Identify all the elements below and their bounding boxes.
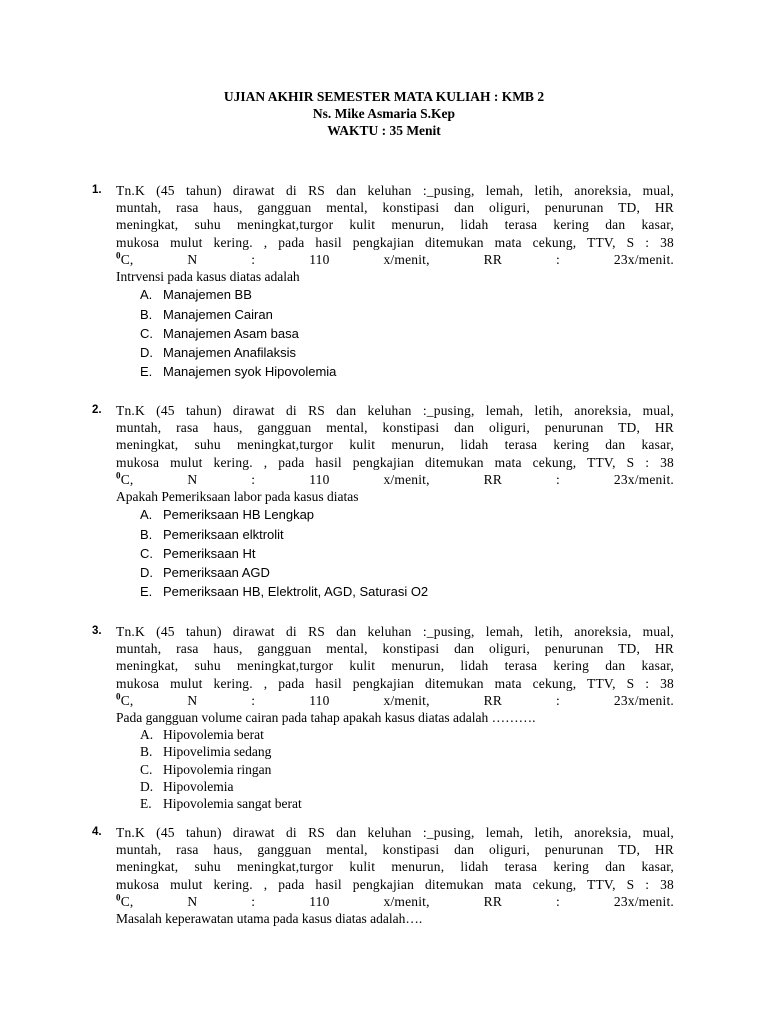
- option-c[interactable]: C. Manajemen Asam basa: [140, 325, 299, 341]
- option-b[interactable]: B. Pemeriksaan elktrolit: [140, 526, 284, 542]
- question-prompt: Masalah keperawatan utama pada kasus diatas adalah….: [116, 911, 423, 927]
- exam-duration: WAKTU : 35 Menit: [327, 123, 441, 138]
- option-c[interactable]: C. Pemeriksaan Ht: [140, 545, 256, 561]
- answer-options: [116, 285, 674, 381]
- option-b[interactable]: B. Hipovelimia sedang: [140, 744, 272, 760]
- case-description: Tn.K (45 tahun) dirawat di RS dan keluhan :_pusing, lemah, letih, anoreksia, mual, muntah, rasa haus, gangguan mental, konstipasi dan oliguri, penurunan TD, HR meningkat, suhu meningkat,turgor kulit menurun, lidah terasa kering dan kasar, mukosa mulut kering. , pada hasil pengkajian ditemukan mata cekung, TTV, S : 38 $^0$C, N : 110 x/menit, RR : 23x/menit.: [116, 825, 674, 909]
- degree-superscript: 0: [116, 470, 121, 481]
- question-number: 1.: [92, 184, 102, 196]
- option-e[interactable]: E. Hipovolemia sangat berat: [140, 796, 302, 812]
- option-a[interactable]: A. Pemeriksaan HB Lengkap: [140, 507, 315, 523]
- degree-superscript: 0: [116, 250, 121, 261]
- option-c[interactable]: C. Hipovolemia ringan: [140, 761, 272, 777]
- question-number: 3.: [92, 625, 102, 637]
- answer-options: [116, 505, 674, 601]
- option-a[interactable]: A. Manajemen BB: [140, 287, 252, 303]
- degree-superscript: 0: [116, 892, 121, 903]
- question-prompt: Pada gangguan volume cairan pada tahap apakah kasus diatas adalah ……….: [116, 710, 536, 726]
- option-d[interactable]: D. Manajemen Anafilaksis: [140, 345, 296, 361]
- case-description: Tn.K (45 tahun) dirawat di RS dan keluhan :_pusing, lemah, letih, anoreksia, mual, muntah, rasa haus, gangguan mental, konstipasi dan oliguri, penurunan TD, HR meningkat, suhu meningkat,turgor kulit menurun, lidah terasa kering dan kasar, mukosa mulut kering. , pada hasil pengkajian ditemukan mata cekung, TTV, S : 38 $^0$C, N : 110 x/menit, RR : 23x/menit.: [116, 403, 674, 487]
- answer-options: [116, 726, 674, 812]
- option-d[interactable]: D. Hipovolemia: [140, 778, 234, 794]
- question-prompt: Intrvensi pada kasus diatas adalah: [116, 269, 300, 285]
- option-d[interactable]: D. Pemeriksaan AGD: [140, 565, 270, 581]
- option-a[interactable]: A. Hipovolemia berat: [140, 727, 264, 743]
- question-4: [92, 824, 674, 927]
- option-e[interactable]: E. Pemeriksaan HB, Elektrolit, AGD, Saturasi O2: [140, 584, 429, 600]
- case-description: Tn.K (45 tahun) dirawat di RS dan keluhan :_pusing, lemah, letih, anoreksia, mual, muntah, rasa haus, gangguan mental, konstipasi dan oliguri, penurunan TD, HR meningkat, suhu meningkat,turgor kulit menurun, lidah terasa kering dan kasar, mukosa mulut kering. , pada hasil pengkajian ditemukan mata cekung, TTV, S : 38 $^0$C, N : 110 x/menit, RR : 23x/menit.: [116, 183, 674, 267]
- question-2: [92, 402, 674, 602]
- question-prompt: Apakah Pemeriksaan labor pada kasus diatas: [116, 489, 359, 505]
- question-3: [92, 623, 674, 812]
- question-1: [92, 182, 674, 382]
- exam-title: UJIAN AKHIR SEMESTER MATA KULIAH : KMB 2: [223, 89, 545, 104]
- question-number: 2.: [92, 404, 102, 416]
- option-e[interactable]: E. Manajemen syok Hipovolemia: [140, 364, 337, 380]
- option-b[interactable]: B. Manajemen Cairan: [140, 306, 273, 322]
- degree-superscript: 0: [116, 691, 121, 702]
- case-description: Tn.K (45 tahun) dirawat di RS dan keluhan :_pusing, lemah, letih, anoreksia, mual, muntah, rasa haus, gangguan mental, konstipasi dan oliguri, penurunan TD, HR meningkat, suhu meningkat,turgor kulit menurun, lidah terasa kering dan kasar, mukosa mulut kering. , pada hasil pengkajian ditemukan mata cekung, TTV, S : 38 $^0$C, N : 110 x/menit, RR : 23x/menit.: [116, 624, 674, 708]
- lecturer-name: Ns. Mike Asmaria S.Kep: [312, 106, 456, 121]
- exam-header: [0, 88, 768, 139]
- question-number: 4.: [92, 826, 102, 838]
